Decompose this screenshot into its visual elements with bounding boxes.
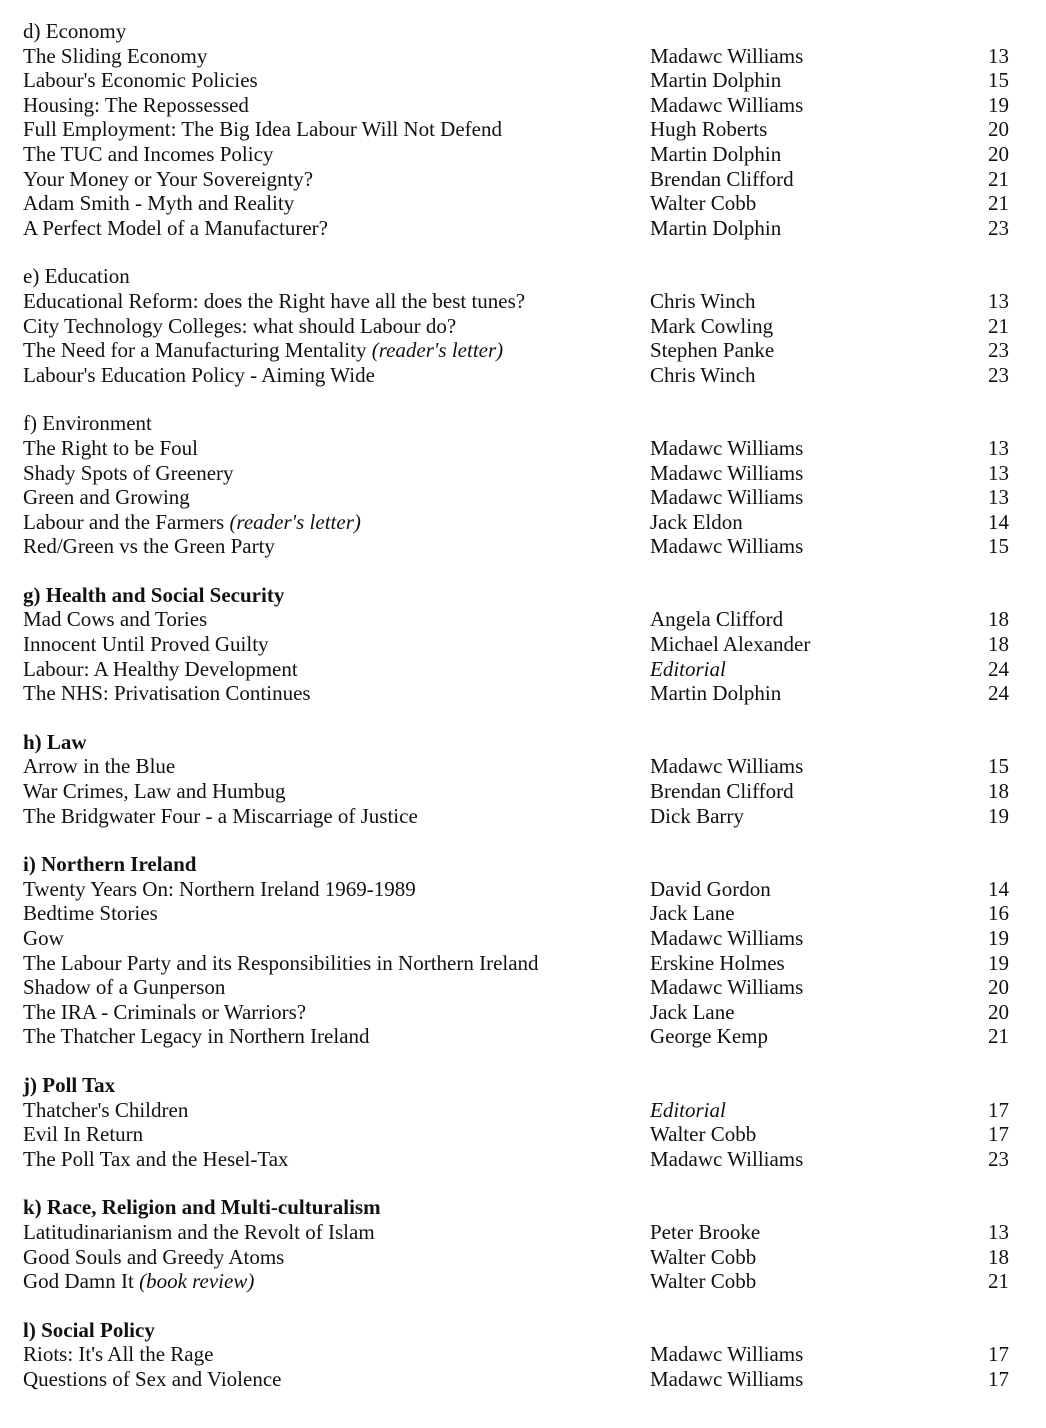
entry-author: Jack Lane <box>650 999 735 1024</box>
entry-page-number: 23 <box>988 362 1009 387</box>
entry-title-group <box>23 289 525 314</box>
entry-title: The Poll Tax and the Hesel-Tax <box>23 1146 289 1171</box>
entry-row <box>23 142 1013 167</box>
section <box>23 1073 1013 1171</box>
entry-title: City Technology Colleges: what should Labour do? <box>23 313 457 338</box>
entry-row <box>23 117 1013 142</box>
entry-title-group <box>23 657 298 682</box>
entry-row <box>23 1245 1013 1270</box>
entry-page-number: 13 <box>988 1219 1009 1244</box>
entry-title: The IRA - Criminals or Warriors? <box>23 999 307 1024</box>
entry-title: Good Souls and Greedy Atoms <box>23 1244 285 1269</box>
entry-title-group <box>23 191 294 216</box>
entry-title-group <box>23 901 158 926</box>
entry-title-group <box>23 436 198 461</box>
section-heading: l) Social Policy <box>23 1317 155 1342</box>
entry-page-number: 20 <box>988 117 1009 142</box>
entry-page-number: 19 <box>988 950 1009 975</box>
entry-page-number: 13 <box>988 288 1009 313</box>
entry-page-number: 21 <box>988 191 1009 216</box>
entry-author: Madawc Williams <box>650 1342 804 1367</box>
entry-page-number: 19 <box>988 92 1009 117</box>
entry-title-group <box>23 216 328 241</box>
entry-page-number: 14 <box>988 876 1009 901</box>
entry-row <box>23 1098 1013 1123</box>
section <box>23 264 1013 387</box>
entry-page-number: 18 <box>988 1244 1009 1269</box>
entry-author: Michael Alexander <box>650 632 811 657</box>
entry-title: Full Employment: The Big Idea Labour Will Not Defend <box>23 117 502 142</box>
entry-row <box>23 534 1013 559</box>
entry-row <box>23 607 1013 632</box>
entry-title-group <box>23 142 273 167</box>
entry-title-group <box>23 338 503 363</box>
entry-title: Labour's Education Policy - Aiming Wide <box>23 362 375 387</box>
entry-title-group <box>23 1269 254 1294</box>
entry-title-group <box>23 779 286 804</box>
entry-row <box>23 779 1013 804</box>
entry-title-group <box>23 1000 306 1025</box>
entry-row <box>23 975 1013 1000</box>
entry-title: Mad Cows and Tories <box>23 607 208 632</box>
entry-row <box>23 681 1013 706</box>
entry-note: (reader's letter) <box>371 338 504 363</box>
entry-page-number: 15 <box>988 68 1009 93</box>
entry-title-group <box>23 534 275 559</box>
entry-title-group <box>23 485 190 510</box>
entry-row <box>23 1147 1013 1172</box>
entry-row <box>23 338 1013 363</box>
entry-author: Walter Cobb <box>650 1269 757 1294</box>
entry-page-number: 15 <box>988 754 1009 779</box>
entry-row <box>23 314 1013 339</box>
entry-author: Walter Cobb <box>650 1122 757 1147</box>
entry-title: Green and Growing <box>23 485 190 510</box>
entry-title-group <box>23 1122 143 1147</box>
entry-author: Angela Clifford <box>650 607 784 632</box>
entry-title: Labour and the Farmers <box>23 509 225 534</box>
entry-title-group <box>23 44 207 69</box>
entry-title-group <box>23 68 258 93</box>
entry-author: David Gordon <box>650 876 771 901</box>
entry-row <box>23 901 1013 926</box>
entry-row <box>23 1220 1013 1245</box>
entry-page-number: 13 <box>988 460 1009 485</box>
entry-author: Dick Barry <box>650 803 744 828</box>
entry-row <box>23 1342 1013 1367</box>
entry-title-group <box>23 461 234 486</box>
entry-title: God Damn It <box>23 1269 134 1294</box>
section-heading: e) Education <box>23 264 130 289</box>
entry-row <box>23 485 1013 510</box>
entry-row <box>23 804 1013 829</box>
entry-page-number: 20 <box>988 975 1009 1000</box>
entry-author: Chris Winch <box>650 362 756 387</box>
entry-title-group <box>23 363 375 388</box>
entry-page-number: 17 <box>988 1342 1009 1367</box>
entry-title-group <box>23 117 502 142</box>
entry-page-number: 19 <box>988 926 1009 950</box>
entry-page-number: 19 <box>988 803 1009 828</box>
entry-author: Brendan Clifford <box>650 779 794 804</box>
section <box>23 730 1013 828</box>
entry-row <box>23 951 1013 976</box>
entry-title: Shadow of a Gunperson <box>23 975 226 1000</box>
entry-title-group <box>23 167 313 192</box>
entry-title-group <box>23 1367 281 1392</box>
entry-title: The Thatcher Legacy in Northern Ireland <box>23 1024 370 1049</box>
entry-author: Stephen Panke <box>650 338 775 363</box>
entry-author: Madawc Williams <box>650 534 804 559</box>
entry-title: Educational Reform: does the Right have all the best tunes? <box>23 288 526 313</box>
entry-title: Arrow in the Blue <box>23 754 176 779</box>
entry-row <box>23 1122 1013 1147</box>
entry-page-number: 13 <box>988 485 1009 510</box>
entry-title-group <box>23 607 207 632</box>
entry-page-number: 17 <box>988 1097 1009 1122</box>
entry-page-number: 24 <box>988 656 1009 681</box>
entry-title: Twenty Years On: Northern Ireland 1969-1989 <box>23 876 416 901</box>
entry-title-group <box>23 975 225 1000</box>
entry-title-group <box>23 681 311 706</box>
entry-author: Madawc Williams <box>650 460 804 485</box>
entry-title-group <box>23 1147 289 1172</box>
entry-author: Walter Cobb <box>650 191 757 216</box>
entry-page-number: 18 <box>988 632 1009 657</box>
entry-author: Erskine Holmes <box>650 950 785 975</box>
entry-title-group <box>23 926 64 951</box>
entry-row <box>23 93 1013 118</box>
entry-page-number: 18 <box>988 779 1009 804</box>
section <box>23 1318 1013 1392</box>
entry-title: War Crimes, Law and Humbug <box>23 779 286 804</box>
entry-title: Shady Spots of Greenery <box>23 460 234 485</box>
entry-title-group <box>23 1024 370 1049</box>
entry-row <box>23 632 1013 657</box>
entry-title: Riots: It's All the Rage <box>23 1342 214 1367</box>
section-heading: d) Economy <box>23 19 127 43</box>
entry-title: Adam Smith - Myth and Reality <box>23 191 295 216</box>
entry-row <box>23 289 1013 314</box>
entry-author: Madawc Williams <box>650 1366 804 1391</box>
entry-page-number: 14 <box>988 509 1009 534</box>
entry-title: The TUC and Incomes Policy <box>23 141 274 166</box>
entry-author: Madawc Williams <box>650 43 804 68</box>
entry-page-number: 20 <box>988 999 1009 1024</box>
entry-page-number: 21 <box>988 1024 1009 1049</box>
section <box>23 583 1013 706</box>
entry-page-number: 17 <box>988 1366 1009 1391</box>
entry-row <box>23 216 1013 241</box>
entry-title: Bedtime Stories <box>23 901 158 926</box>
section <box>23 852 1013 1049</box>
entry-note: (book review) <box>139 1269 255 1294</box>
entry-page-number: 16 <box>988 901 1009 926</box>
entry-author: Madawc Williams <box>650 975 804 1000</box>
entry-author: Martin Dolphin <box>650 681 782 706</box>
entry-author: Martin Dolphin <box>650 68 782 93</box>
entry-title: Evil In Return <box>23 1122 144 1147</box>
entry-row <box>23 926 1013 951</box>
entry-title: Labour: A Healthy Development <box>23 656 298 681</box>
entry-page-number: 17 <box>988 1122 1009 1147</box>
entry-row <box>23 363 1013 388</box>
entry-page-number: 23 <box>988 338 1009 363</box>
entry-row <box>23 877 1013 902</box>
entry-page-number: 21 <box>988 313 1009 338</box>
entry-title: Your Money or Your Sovereignty? <box>23 166 314 191</box>
entry-title: The Bridgwater Four - a Miscarriage of Justice <box>23 803 418 828</box>
entry-author: George Kemp <box>650 1024 768 1049</box>
entry-author: Hugh Roberts <box>650 117 768 142</box>
entry-title: Red/Green vs the Green Party <box>23 534 275 559</box>
entry-author: Jack Eldon <box>650 509 743 534</box>
entry-title-group <box>23 1245 284 1270</box>
entry-title: Housing: The Repossessed <box>23 92 249 117</box>
entry-page-number: 21 <box>988 1269 1009 1294</box>
section <box>23 1195 1013 1293</box>
entry-title-group <box>23 93 249 118</box>
entry-author: Madawc Williams <box>650 1146 804 1171</box>
entry-note: (reader's letter) <box>229 509 361 534</box>
section-heading: k) Race, Religion and Multi-culturalism <box>23 1195 381 1220</box>
entry-author: Madawc Williams <box>650 92 804 117</box>
entry-author: Mark Cowling <box>650 313 774 338</box>
entry-page-number: 23 <box>988 215 1009 240</box>
section-heading: i) Northern Ireland <box>23 852 197 877</box>
entry-title: The Labour Party and its Responsibilities in Northern Ireland <box>23 950 539 975</box>
entry-title-group <box>23 951 539 976</box>
entry-row <box>23 657 1013 682</box>
entry-title-group <box>23 510 361 535</box>
entry-author: Walter Cobb <box>650 1244 757 1269</box>
entry-title: The Need for a Manufacturing Mentality <box>23 338 367 363</box>
entry-author: Madawc Williams <box>650 926 804 950</box>
entry-page-number: 13 <box>988 43 1009 68</box>
entry-title-group <box>23 754 175 779</box>
entry-row <box>23 44 1013 69</box>
entry-title-group <box>23 804 418 829</box>
section-heading: f) Environment <box>23 411 152 436</box>
section-heading: h) Law <box>23 729 87 754</box>
entry-row <box>23 68 1013 93</box>
entry-title: The Right to be Foul <box>23 435 198 460</box>
entry-row <box>23 461 1013 486</box>
entry-row <box>23 167 1013 192</box>
entry-row <box>23 754 1013 779</box>
entry-author: Jack Lane <box>650 901 735 926</box>
entry-author: Brendan Clifford <box>650 166 794 191</box>
entry-page-number: 18 <box>988 607 1009 632</box>
section-heading: g) Health and Social Security <box>23 582 285 607</box>
entry-row <box>23 510 1013 535</box>
entry-page-number: 20 <box>988 141 1009 166</box>
entry-title-group <box>23 877 416 902</box>
entry-author: Martin Dolphin <box>650 215 782 240</box>
entry-row <box>23 1269 1013 1294</box>
entry-title-group <box>23 314 456 339</box>
entry-page-number: 24 <box>988 681 1009 706</box>
entry-title-group <box>23 1220 375 1245</box>
entry-title: Innocent Until Proved Guilty <box>23 632 269 657</box>
entry-title: Gow <box>23 926 64 950</box>
entry-author: Editorial <box>650 1097 726 1122</box>
entry-title-group <box>23 1342 213 1367</box>
entry-author: Chris Winch <box>650 288 756 313</box>
entry-title: Thatcher's Children <box>23 1097 189 1122</box>
entry-title: The NHS: Privatisation Continues <box>23 681 311 706</box>
entry-author: Madawc Williams <box>650 485 804 510</box>
entry-page-number: 21 <box>988 166 1009 191</box>
entry-row <box>23 191 1013 216</box>
entry-title-group <box>23 632 269 657</box>
entry-title: The Sliding Economy <box>23 43 208 68</box>
entry-author: Madawc Williams <box>650 435 804 460</box>
entry-page-number: 13 <box>988 435 1009 460</box>
entry-author: Martin Dolphin <box>650 141 782 166</box>
entry-title: A Perfect Model of a Manufacturer? <box>23 215 328 240</box>
entry-author: Madawc Williams <box>650 754 804 779</box>
contents-index <box>23 19 1013 1416</box>
entry-author: Editorial <box>650 656 726 681</box>
entry-row <box>23 1000 1013 1025</box>
entry-title: Labour's Economic Policies <box>23 68 258 93</box>
entry-title: Questions of Sex and Violence <box>23 1366 282 1391</box>
section-heading: j) Poll Tax <box>23 1072 116 1097</box>
entry-author: Peter Brooke <box>650 1219 761 1244</box>
entry-page-number: 15 <box>988 534 1009 559</box>
entry-title-group <box>23 1098 188 1123</box>
entry-row <box>23 436 1013 461</box>
section <box>23 19 1013 240</box>
section <box>23 411 1013 559</box>
entry-row <box>23 1024 1013 1049</box>
entry-title: Latitudinarianism and the Revolt of Islam <box>23 1219 375 1244</box>
entry-row <box>23 1367 1013 1392</box>
entry-page-number: 23 <box>988 1146 1009 1171</box>
